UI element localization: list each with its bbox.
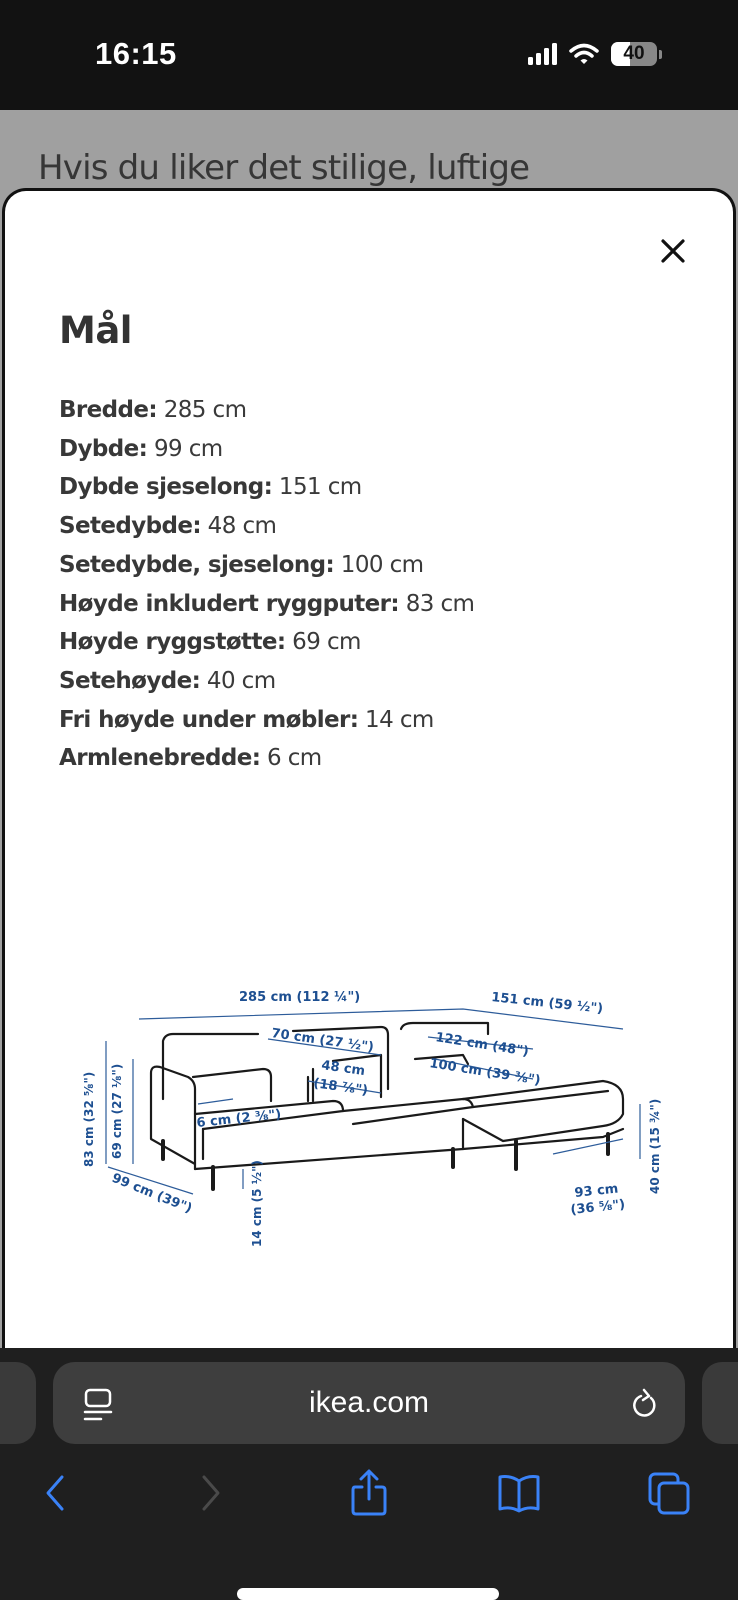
address-bar[interactable] bbox=[53, 1362, 685, 1444]
forward-button[interactable] bbox=[186, 1468, 236, 1518]
sofa-dimension-diagram bbox=[63, 989, 683, 1269]
share-button[interactable] bbox=[344, 1468, 394, 1518]
sofa-drawing bbox=[151, 1023, 623, 1189]
status-bar bbox=[0, 0, 738, 110]
dimension-label: Fri høyde under møbler: bbox=[59, 706, 359, 733]
dimension-value: 151 cm bbox=[278, 474, 362, 501]
dim-label-chaise-length: 122 cm (48") bbox=[434, 1030, 530, 1060]
dimension-label: Dybde sjeselong: bbox=[59, 474, 273, 501]
forward-icon bbox=[200, 1473, 222, 1513]
dim-label-height-back: 69 cm (27 ⅛") bbox=[110, 1063, 124, 1159]
home-indicator[interactable] bbox=[237, 1588, 499, 1600]
share-icon bbox=[349, 1469, 389, 1517]
dimension-item bbox=[59, 662, 474, 701]
dimension-value: 100 cm bbox=[340, 551, 424, 578]
cellular-signal-icon bbox=[528, 43, 557, 65]
previous-tab-preview[interactable] bbox=[0, 1362, 36, 1444]
dimension-value: 83 cm bbox=[405, 590, 475, 617]
dim-label-seat-depth-b: (18 ⅞") bbox=[312, 1076, 369, 1099]
dimension-item bbox=[59, 701, 474, 740]
bookmarks-button[interactable] bbox=[494, 1468, 544, 1518]
dimension-lines bbox=[106, 1009, 640, 1194]
tabs-icon bbox=[647, 1471, 691, 1515]
dim-label-clearance: 14 cm (5 ½") bbox=[250, 1160, 264, 1247]
dimension-value: 6 cm bbox=[267, 745, 322, 772]
dim-label-chaise-depth: 151 cm (59 ½") bbox=[490, 990, 604, 1017]
dim-label-chaise-seat: 100 cm (39 ⅜") bbox=[428, 1056, 542, 1089]
battery-percent: 40 bbox=[623, 43, 645, 64]
dim-label-height-total: 83 cm (32 ⅝") bbox=[82, 1071, 96, 1167]
dimension-value: 285 cm bbox=[163, 397, 247, 423]
back-icon bbox=[44, 1473, 66, 1513]
dim-label-chaise-width-a: 93 cm bbox=[573, 1181, 620, 1201]
modal-title: Mål bbox=[59, 309, 132, 352]
back-button[interactable] bbox=[30, 1468, 80, 1518]
browser-toolbar bbox=[0, 1468, 738, 1528]
bookmarks-icon bbox=[496, 1473, 542, 1513]
dimension-label: Høyde ryggstøtte: bbox=[59, 629, 286, 656]
dim-label-depth: 99 cm (39") bbox=[109, 1170, 195, 1217]
dimension-label: Bredde: bbox=[59, 397, 157, 423]
reload-icon[interactable] bbox=[631, 1386, 661, 1422]
dimension-item bbox=[59, 430, 474, 469]
dimension-label: Armlenebredde: bbox=[59, 745, 261, 772]
dimension-label: Høyde inkludert ryggputer: bbox=[59, 590, 399, 617]
dim-label-arm-width: 6 cm (2 ⅜") bbox=[195, 1107, 282, 1131]
dimension-label: Setehøyde: bbox=[59, 667, 201, 694]
wifi-icon bbox=[569, 43, 599, 65]
dim-label-chaise-width-b: (36 ⅝") bbox=[569, 1197, 626, 1218]
dimension-value: 14 cm bbox=[365, 706, 434, 733]
dimension-value: 99 cm bbox=[153, 435, 223, 462]
dimension-value: 48 cm bbox=[207, 513, 277, 540]
dimension-label: Setedybde, sjeselong: bbox=[59, 551, 335, 578]
dimension-value: 69 cm bbox=[292, 629, 361, 656]
dimensions-list bbox=[59, 391, 474, 778]
dimension-label: Setedybde: bbox=[59, 513, 201, 540]
dim-label-seat-width: 70 cm (27 ½") bbox=[270, 1026, 375, 1056]
battery-icon bbox=[611, 42, 657, 66]
dim-label-width-total: 285 cm (112 ¼") bbox=[239, 990, 361, 1005]
page-behind-text: Hvis du liker det stilige, luftige bbox=[38, 148, 530, 188]
status-time: 16:15 bbox=[95, 36, 177, 71]
dimension-value: 40 cm bbox=[206, 667, 276, 694]
close-icon bbox=[661, 239, 685, 263]
dimension-label: Dybde: bbox=[59, 435, 148, 462]
dim-label-seat-depth-a: 48 cm bbox=[320, 1058, 366, 1080]
dimension-item bbox=[59, 507, 474, 546]
url-text: ikea.com bbox=[308, 1386, 430, 1419]
next-tab-preview[interactable] bbox=[702, 1362, 738, 1444]
dimension-item bbox=[59, 391, 474, 430]
dimension-item bbox=[59, 739, 474, 778]
browser-bottom-bar bbox=[0, 1348, 738, 1600]
close-button[interactable] bbox=[653, 231, 693, 271]
status-icons bbox=[528, 42, 662, 66]
dimension-item bbox=[59, 623, 474, 662]
dimension-item bbox=[59, 585, 474, 624]
dimension-item bbox=[59, 468, 474, 507]
tabs-button[interactable] bbox=[644, 1468, 694, 1518]
dimension-item bbox=[59, 546, 474, 585]
dim-label-seat-height: 40 cm (15 ¾") bbox=[648, 1098, 662, 1194]
dimensions-modal bbox=[2, 188, 736, 1348]
